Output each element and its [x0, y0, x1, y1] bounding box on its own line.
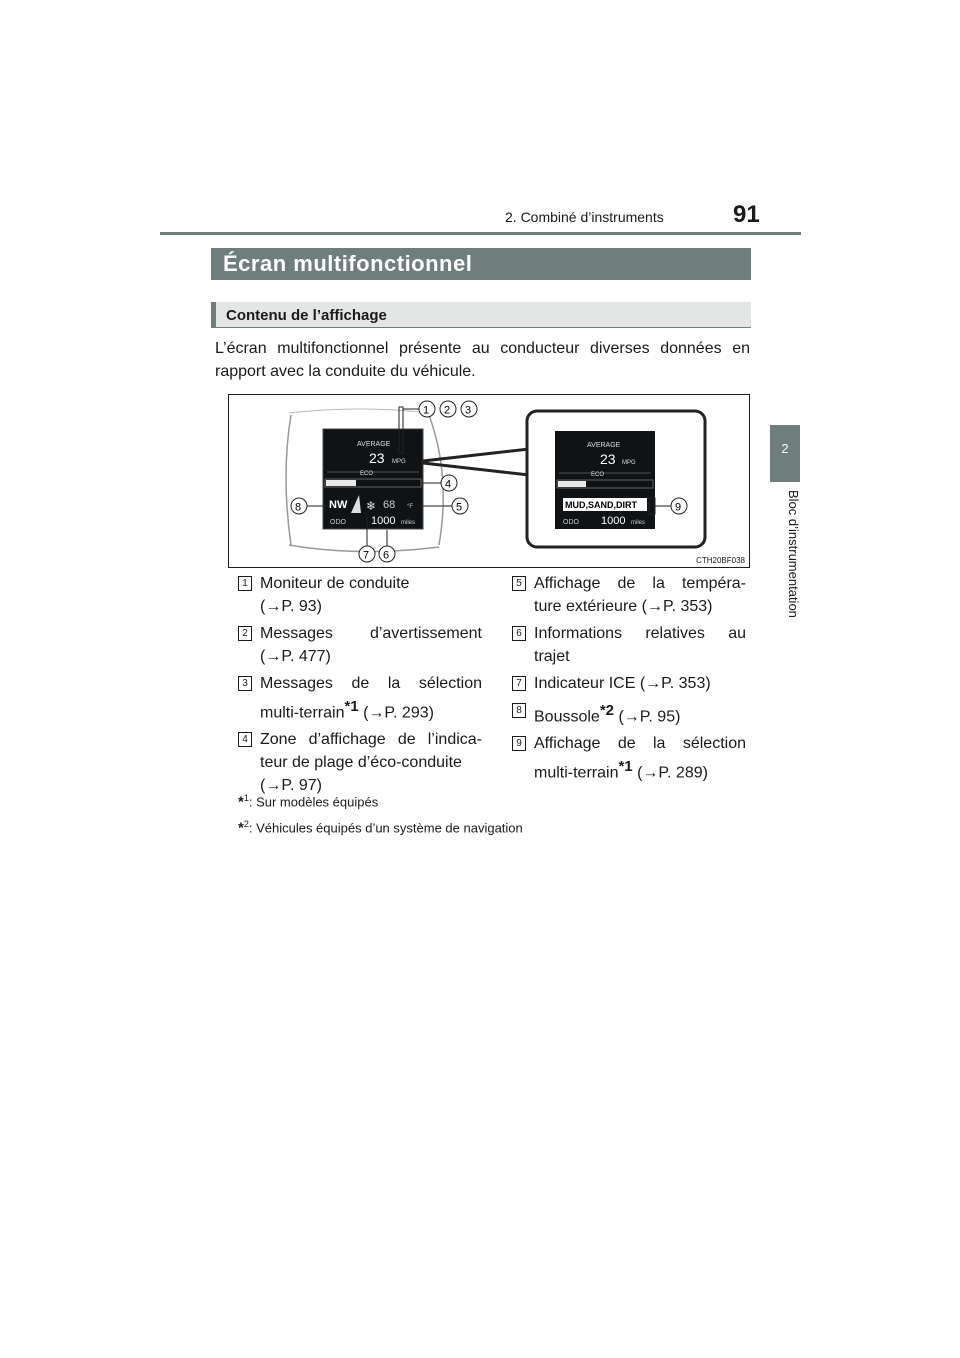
instrument-figure	[228, 394, 750, 568]
section-title: Écran multifonctionnel	[211, 248, 751, 280]
odo-unit: miles	[401, 520, 416, 526]
side-tab	[770, 425, 800, 482]
svg-text:2: 2	[444, 404, 451, 417]
svg-text:MPG: MPG	[622, 460, 636, 466]
footnote-2: *$^2$: Véhicules équipés d’un système de navigation	[238, 819, 523, 837]
side-tab-label: Bloc d’instrumentation	[786, 490, 801, 618]
side-tab-number: 2	[781, 441, 789, 456]
mpg-unit: MPG	[392, 459, 406, 465]
svg-text:3: 3	[465, 404, 472, 417]
footnote-1: *$^1$: Sur modèles équipés	[238, 793, 379, 811]
legend-item-4: 4 Zone d’affichage de l’indica- teur de plage d’éco-conduite (→P. 97)	[238, 728, 482, 797]
average-label: AVERAGE	[357, 441, 391, 448]
temperature-value: 68	[383, 499, 396, 511]
svg-text:5: 5	[456, 501, 463, 514]
subsection-title: Contenu de l’affichage	[211, 302, 751, 328]
odo-value: 1000	[371, 515, 396, 527]
legend-item-6: 6 Informations relatives au trajet	[512, 622, 746, 668]
figure-code: CTH20BF038	[696, 556, 745, 565]
eco-label: ECO	[360, 471, 374, 477]
svg-text:ECO: ECO	[591, 472, 605, 478]
legend-item-2: 2 Messages d’avertissement (→P. 477)	[238, 622, 482, 668]
svg-text:1: 1	[423, 404, 430, 417]
svg-text:ODO: ODO	[563, 519, 579, 526]
svg-text:8: 8	[295, 501, 302, 514]
legend-item-8: 8 Boussole$^{*2}$ (→P. 95)	[512, 699, 746, 728]
header-rule	[160, 232, 801, 235]
mpg-value: 23	[369, 450, 385, 466]
legend-left	[238, 572, 482, 801]
legend-item-3: 3 Messages de la sélection multi-terrain$^{*1}$ (→P. 293)	[238, 672, 482, 724]
odo-label: ODO	[330, 519, 346, 526]
legend-item-1: 1 Moniteur de conduite (→P. 93)	[238, 572, 482, 618]
temperature-unit: °F	[407, 504, 414, 510]
legend-right	[512, 572, 746, 789]
svg-text:1000: 1000	[601, 515, 626, 527]
svg-text:7: 7	[363, 549, 370, 562]
page-number: 91	[733, 201, 760, 228]
legend-item-7: 7 Indicateur ICE (→P. 353)	[512, 672, 746, 695]
svg-text:4: 4	[445, 478, 452, 491]
legend-item-5: 5 Affichage de la tempéra- ture extérieure (→P. 353)	[512, 572, 746, 618]
svg-text:6: 6	[383, 549, 390, 562]
terrain-mode-text: MUD,SAND,DIRT	[565, 500, 637, 510]
legend-item-9: 9 Affichage de la sélection multi-terrain$^{*1}$ (→P. 289)	[512, 732, 746, 784]
svg-text:9: 9	[675, 501, 682, 514]
intro-paragraph: L’écran multifonctionnel présente au conducteur diverses données en rapport avec la conduite du véhicule.	[215, 340, 750, 380]
svg-text:23: 23	[600, 451, 616, 467]
svg-text:AVERAGE: AVERAGE	[587, 442, 621, 449]
ice-icon: ❄	[366, 499, 377, 513]
compass-value: NW	[329, 499, 348, 511]
header-chapter: 2. Combiné d’instruments	[505, 209, 664, 225]
instrument-cluster-illustration	[229, 395, 749, 567]
svg-text:miles: miles	[631, 520, 646, 526]
